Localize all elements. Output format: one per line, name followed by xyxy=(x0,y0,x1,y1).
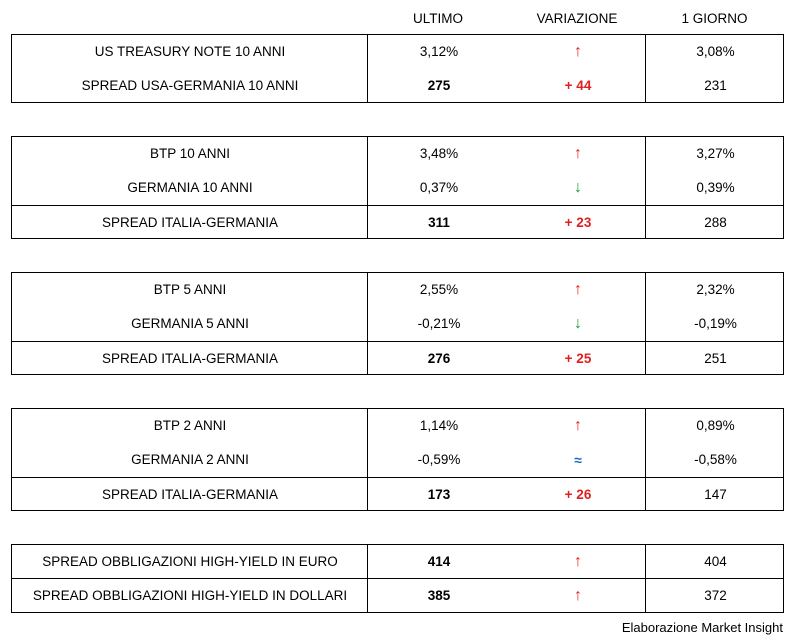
row-variazione xyxy=(510,579,646,613)
row-label: SPREAD ITALIA-GERMANIA xyxy=(101,351,279,366)
table-block-btp-2 xyxy=(11,408,784,511)
row-giorno: 288 xyxy=(704,215,727,230)
table-row xyxy=(12,171,783,205)
table-row xyxy=(12,307,783,341)
row-label: SPREAD USA-GERMANIA 10 ANNI xyxy=(81,78,299,93)
row-giorno: 372 xyxy=(704,588,727,603)
table-row xyxy=(12,409,783,443)
table-row xyxy=(12,579,783,613)
row-ultimo: 275 xyxy=(427,78,451,93)
row-label: SPREAD ITALIA-GERMANIA xyxy=(101,215,279,230)
table-row xyxy=(12,273,783,307)
row-label: GERMANIA 2 ANNI xyxy=(131,452,249,467)
table-row xyxy=(12,545,783,579)
row-ultimo: 1,14% xyxy=(419,418,459,433)
row-variazione: + 44 xyxy=(564,78,592,93)
row-label: BTP 5 ANNI xyxy=(153,282,227,297)
row-ultimo: 311 xyxy=(428,215,450,230)
row-ultimo: -0,21% xyxy=(417,316,461,331)
row-ultimo: 276 xyxy=(427,351,451,366)
row-label: GERMANIA 10 ANNI xyxy=(127,180,253,195)
row-variazione xyxy=(510,307,646,341)
arrow-up-icon: ↑ xyxy=(574,587,582,604)
row-variazione xyxy=(510,35,646,69)
row-variazione xyxy=(510,545,646,579)
row-variazione xyxy=(510,273,646,307)
row-giorno: -0,58% xyxy=(694,452,737,467)
row-label: SPREAD OBBLIGAZIONI HIGH-YIELD IN EURO xyxy=(42,554,338,569)
arrow-up-icon: ↑ xyxy=(574,43,582,60)
row-ultimo: 385 xyxy=(427,588,451,603)
row-giorno: 0,89% xyxy=(696,418,735,433)
row-giorno: 231 xyxy=(704,78,727,93)
table-block-btp-10 xyxy=(11,136,784,239)
arrow-up-icon: ↑ xyxy=(574,417,582,434)
header-1-giorno: 1 GIORNO xyxy=(681,11,748,26)
arrow-up-icon: ↑ xyxy=(574,553,582,570)
row-variazione: + 26 xyxy=(564,487,592,502)
table-block-us-treasury xyxy=(11,34,784,103)
row-giorno: 2,32% xyxy=(696,282,735,297)
header-ultimo: ULTIMO xyxy=(413,11,463,26)
row-label: SPREAD ITALIA-GERMANIA xyxy=(101,487,279,502)
table-row xyxy=(12,69,783,103)
row-variazione: + 23 xyxy=(564,215,592,230)
row-label: SPREAD OBBLIGAZIONI HIGH-YIELD IN DOLLARI xyxy=(32,588,348,603)
row-label: US TREASURY NOTE 10 ANNI xyxy=(94,44,286,59)
row-giorno: -0,19% xyxy=(694,316,737,331)
arrow-down-icon: ↓ xyxy=(574,315,582,332)
source-footer: Elaborazione Market Insight xyxy=(621,620,783,635)
row-variazione: + 25 xyxy=(564,351,592,366)
row-giorno: 251 xyxy=(704,351,727,366)
row-ultimo: 2,55% xyxy=(419,282,459,297)
arrow-up-icon: ↑ xyxy=(574,145,582,162)
row-giorno: 3,27% xyxy=(696,146,735,161)
table-row xyxy=(12,443,783,477)
row-ultimo: 0,37% xyxy=(419,180,459,195)
row-variazione xyxy=(510,171,646,205)
row-ultimo: 173 xyxy=(427,487,451,502)
table-block-btp-5 xyxy=(11,272,784,375)
row-giorno: 0,39% xyxy=(696,180,735,195)
row-ultimo: 414 xyxy=(427,554,451,569)
row-label: GERMANIA 5 ANNI xyxy=(131,316,249,331)
table-row-spread xyxy=(12,205,783,239)
header-variazione: VARIAZIONE xyxy=(536,11,618,26)
row-giorno: 404 xyxy=(704,554,727,569)
table-row-spread xyxy=(12,477,783,511)
row-label: BTP 10 ANNI xyxy=(149,146,231,161)
table-row-spread xyxy=(12,341,783,375)
row-ultimo: 3,12% xyxy=(419,44,459,59)
table-row xyxy=(12,35,783,69)
arrow-down-icon: ↓ xyxy=(574,179,582,196)
row-variazione xyxy=(510,137,646,171)
row-giorno: 3,08% xyxy=(696,44,735,59)
row-ultimo: -0,59% xyxy=(417,452,461,467)
row-variazione xyxy=(510,443,646,477)
row-variazione xyxy=(510,409,646,443)
row-ultimo: 3,48% xyxy=(419,146,459,161)
table-block-high-yield xyxy=(11,544,784,613)
approx-icon: ≈ xyxy=(574,452,582,468)
arrow-up-icon: ↑ xyxy=(574,281,582,298)
row-giorno: 147 xyxy=(704,487,727,502)
table-row xyxy=(12,137,783,171)
row-label: BTP 2 ANNI xyxy=(153,418,227,433)
